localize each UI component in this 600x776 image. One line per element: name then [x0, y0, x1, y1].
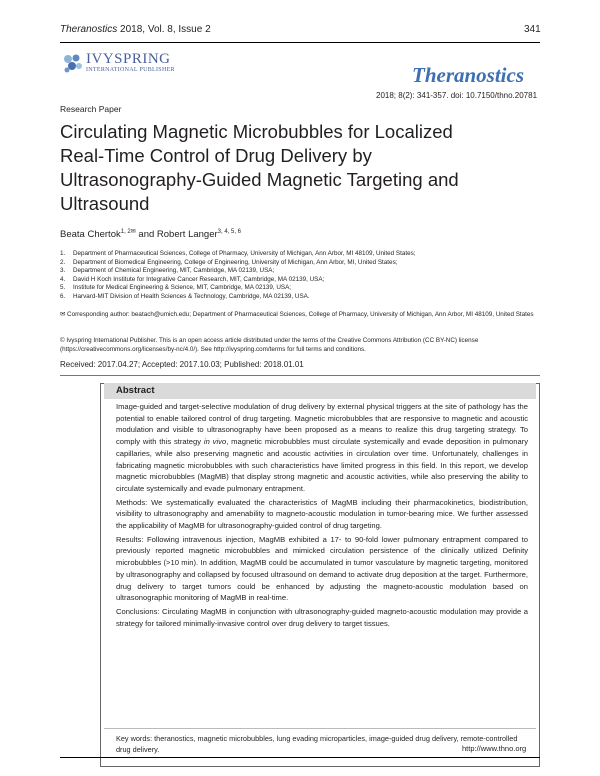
page-title [60, 120, 540, 216]
affiliations [60, 250, 540, 302]
page-number: 341 [524, 24, 541, 35]
affiliation-number: 2. [60, 258, 66, 266]
affiliation-text: Institute for Medical Engineering & Science, MIT, Cambridge, MA 02139, USA; [73, 284, 292, 292]
affiliation-number: 5. [60, 284, 66, 292]
header-issue: 2018, Vol. 8, Issue 2 [117, 24, 211, 35]
affiliation-text: David H Koch Institute for Integrative Cancer Research, MIT, Cambridge, MA 02139, USA; [73, 275, 325, 283]
ivyspring-leaf-icon [62, 53, 84, 75]
mail-icon[interactable]: ✉ [130, 229, 136, 235]
affiliation-item [60, 267, 540, 276]
affiliation-number: 1. [60, 250, 66, 257]
affiliation-number: 4. [60, 275, 66, 283]
abstract-text: , magnetic microbubbles must circulate systemically and evade deposition in pulmonary capillaries, while also preserving magnetic and acoustic activities in circulation over time. Unfortunately, challenges in fabricating magnetic microbubbles with such characteristics have limited progress in this field. In this report, we develop magnetic microbubbles (MagMB) that display strong magnetic and acoustic activities, while also preserving the ability to circulate systemically and evade pulmonary entrapment. [116, 437, 529, 493]
header-rule [60, 42, 540, 43]
footer-rule [60, 757, 540, 758]
publisher-name: IVYSPRING [86, 51, 171, 67]
affiliation-text: Department of Pharmaceutical Sciences, College of Pharmacy, University of Michigan, Ann Arbor, MI 48109, United States; [73, 250, 416, 257]
corresponding-author: ✉ Corresponding author: beatach@umich.edu; Department of Pharmaceutical Sciences, College of Pharmacy, University of Michigan, Ann Arbor, MI 48109, United States [60, 311, 534, 318]
affiliation-item [60, 259, 540, 268]
title-line: Circulating Magnetic Microbubbles for Localized [60, 121, 453, 142]
copyright-notice: © Ivyspring International Publisher. This is an open access article distributed under the terms of the Creative Commons Attribution (CC BY-NC) license (https://creativecommons.org/licenses/by-nc/4.0/). See http://ivyspring.com/terms for full terms and conditions. [60, 337, 479, 353]
keywords: Key words: theranostics, magnetic microbubbles, lung evading microparticles, image-guided drug delivery, remote-controlled drug delivery. [116, 734, 518, 754]
abstract-body [116, 401, 528, 631]
affiliation-item [60, 276, 540, 285]
abstract-text: Image-guided and target-selective modulation of drug delivery by external physical triggers at the site of pathology has the potential to enable tailored control of drug targeting. Magnetic microbubbles that are responsive to magnetic and acoustic modulation and visible to ultrasonography have been proposed as a means to realize this drug targeting strategy. To comply with this strategy [116, 402, 528, 447]
abstract-paragraph [116, 401, 528, 495]
abstract-italic: in vivo [203, 437, 227, 447]
title-line: Ultrasound [60, 193, 150, 214]
header-journal: Theranostics [60, 24, 118, 35]
abstract-heading: Abstract [116, 385, 155, 396]
abstract-conclusions: Conclusions: Circulating MagMB in conjunction with ultrasonography-guided magneto-acoustic modulation may provide a strategy for tailored minimally-invasive control over drug delivery to target tissues. [116, 606, 528, 628]
abstract-results: Results: Following intravenous injection, MagMB exhibited a 17- to 90-fold lower pulmonary entrapment compared to previously reported magnetic microbubbles and mimicked circulation persistence of the clinically utilized Definity microbubbles (>10 min). In addition, MagMB could be accumulated in tumor vasculature by magnetic targeting, monitored by ultrasonography and collapsed by focused ultrasound on demand to activate drug deposition at the target. Furthermore, drug delivery to target tumors could be enhanced by adjusting the magneto-acoustic modulation based on ultrasonographic monitoring of MagMB in real-time. [116, 534, 528, 603]
author-sup: 3, 4, 5, 6 [217, 229, 242, 235]
title-line: Ultrasonography-Guided Magnetic Targeting and [60, 169, 459, 190]
affiliation-item [60, 293, 540, 302]
authors [60, 228, 241, 240]
affiliation-number: 3. [60, 267, 66, 275]
affiliation-text: Department of Biomedical Engineering, College of Engineering, University of Michigan, Ann Arbor, MI, United States; [73, 258, 398, 266]
title-line: Real-Time Control of Drug Delivery by [60, 145, 372, 166]
divider [60, 375, 540, 376]
affiliation-item [60, 250, 540, 259]
journal-logo[interactable]: Theranostics [412, 63, 525, 87]
publisher-sub: INTERNATIONAL PUBLISHER [86, 67, 175, 73]
abstract-methods: Methods: We systematically evaluated the characteristics of MagMB including their pharmacokinetics, biodistribution, visibility to ultrasonography and amenability to magneto-acoustic modulation in tumor-bearing mice. We further assessed the applicability of MagMB for ultrasonography-guided control of drug targeting. [116, 497, 528, 531]
affiliation-item [60, 284, 540, 293]
abstract-header-bar [104, 383, 536, 399]
divider [104, 728, 536, 729]
author-chertok: Beata Chertok [60, 229, 121, 241]
affiliation-number: 6. [60, 292, 66, 300]
affiliation-text: Harvard-MIT Division of Health Sciences & Technology, Cambridge, MA 02139, USA. [73, 292, 310, 300]
publication-dates: Received: 2017.04.27; Accepted: 2017.10.03; Published: 2018.01.01 [60, 360, 304, 369]
affiliation-text: Department of Chemical Engineering, MIT, Cambridge, MA 02139, USA; [73, 267, 275, 275]
paper-type: Research Paper [60, 104, 122, 114]
footer-url[interactable]: http://www.thno.org [462, 744, 527, 753]
citation: 2018; 8(2): 341-357. doi: 10.7150/thno.20781 [376, 91, 538, 100]
author-langer: and Robert Langer [135, 229, 218, 241]
running-header [60, 24, 211, 35]
publisher-logo[interactable] [62, 51, 202, 83]
author-sup: 1, 2 [120, 229, 131, 235]
